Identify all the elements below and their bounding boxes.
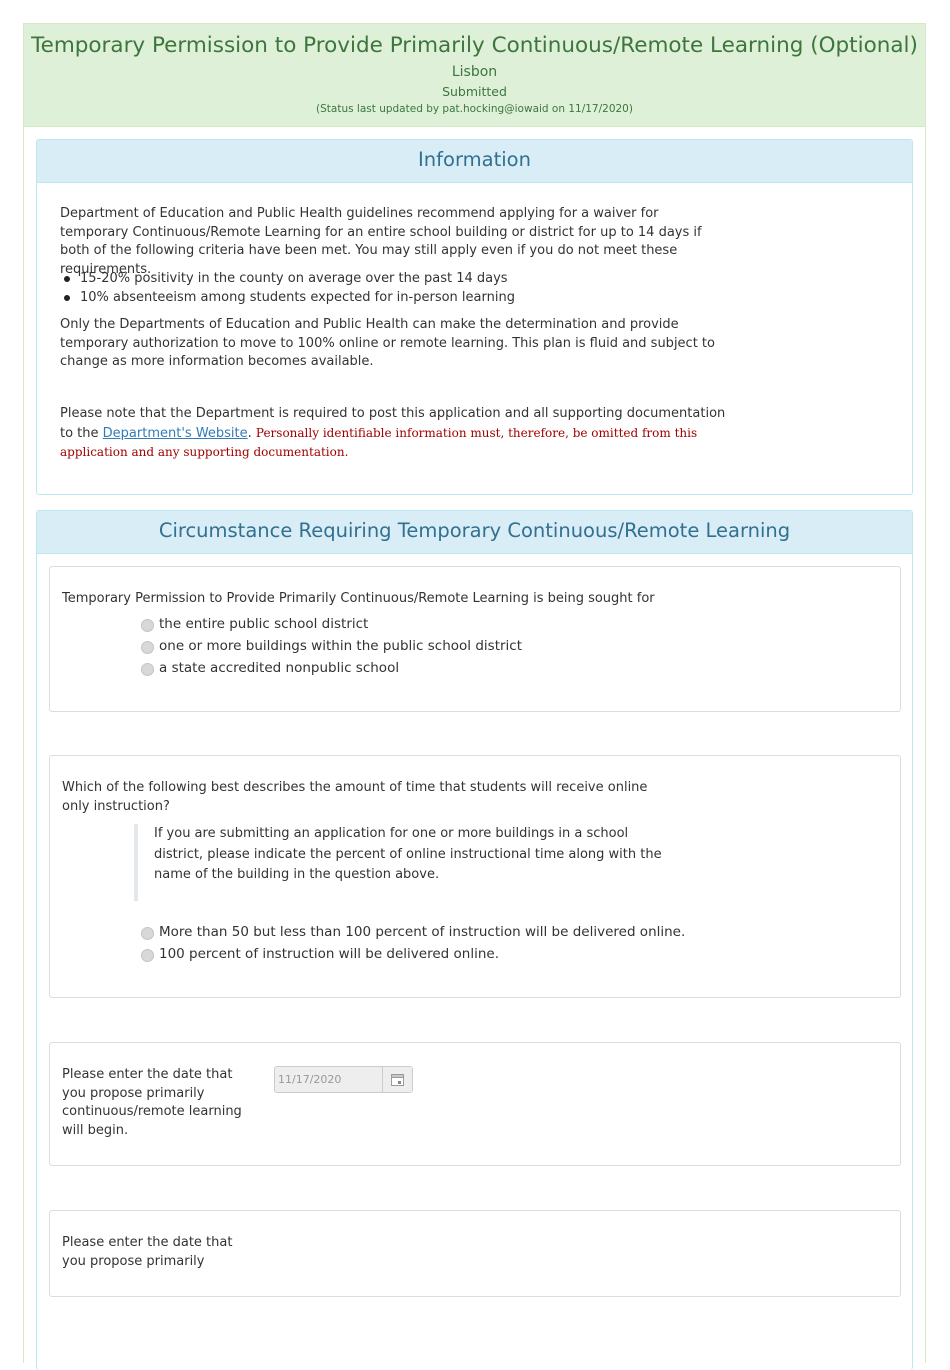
status-header [24, 24, 925, 127]
start-date-field [274, 1066, 413, 1093]
end-date-prompt: Please enter the date that you propose primarily [62, 1235, 233, 1269]
district-name: Lisbon [451, 64, 498, 80]
information-panel [36, 139, 913, 495]
posting-notice-text: Please note that the Department is required to post this application and all supporting documentation to the [60, 406, 726, 441]
scope-option-district[interactable]: the entire public school district [141, 614, 368, 634]
status-updated-note: (Status last updated by pat.hocking@iowaid on 11/17/2020) [316, 103, 633, 115]
bullet-icon [64, 295, 70, 301]
radio-button[interactable] [141, 663, 154, 676]
list-item: 10% absenteeism among students expected for in-person learning [60, 289, 515, 308]
criteria-list [60, 270, 515, 307]
guidelines-intro: Department of Education and Public Health guidelines recommend applying for a waiver for temporary Continuous/Remote Learning for an entire school building or district for up to 14 days if both of the following criteria have been met. You may still apply even if you do not meet these requirements. [60, 206, 702, 277]
status-label: Submitted [442, 84, 507, 99]
page-title: Temporary Permission to Provide Primarily Continuous/Remote Learning (Optional) [31, 33, 918, 58]
end-date-question [49, 1210, 901, 1297]
information-heading: Information [37, 140, 912, 183]
start-date-question [49, 1042, 901, 1166]
online-time-question [49, 755, 901, 998]
radio-button[interactable] [141, 641, 154, 654]
circumstance-panel [36, 510, 913, 1370]
radio-button[interactable] [141, 619, 154, 632]
bullet-icon [64, 276, 70, 282]
start-date-prompt: Please enter the date that you propose primarily continuous/remote learning will begin. [62, 1067, 242, 1138]
start-date-input[interactable] [275, 1067, 383, 1092]
authorization-text: Only the Departments of Education and Public Health can make the determination and provide temporary authorization to move to 100% online or remote learning. This plan is fluid and subject to change as more information becomes available. [60, 317, 715, 369]
online-option-partial[interactable]: More than 50 but less than 100 percent of instruction will be delivered online. [141, 922, 685, 942]
scope-option-buildings[interactable]: one or more buildings within the public school district [141, 636, 522, 656]
scope-option-nonpublic[interactable]: a state accredited nonpublic school [141, 658, 399, 678]
online-time-prompt: Which of the following best describes the amount of time that students will receive online only instruction? [62, 780, 648, 814]
calendar-icon [391, 1073, 404, 1086]
pii-warning: Personally identifiable information must, therefore, be omitted from this application and any supporting documentation. [60, 425, 698, 459]
calendar-button[interactable] [382, 1067, 412, 1092]
online-option-full[interactable]: 100 percent of instruction will be delivered online. [141, 944, 499, 964]
buildings-note: If you are submitting an application for one or more buildings in a school district, please indicate the percent of online instructional time along with the name of the building in the question above. [134, 824, 674, 901]
department-website-link[interactable]: Department's Website [102, 425, 248, 441]
scope-prompt: Temporary Permission to Provide Primarily Continuous/Remote Learning is being sought for [62, 591, 655, 606]
radio-button[interactable] [141, 927, 154, 940]
circumstance-heading: Circumstance Requiring Temporary Continuous/Remote Learning [37, 511, 912, 554]
scope-question [49, 566, 901, 712]
posting-notice: Please note that the Department is required to post this application and all supporting documentation to the Department's Website. Personally identifiable information must, therefore, be omitted from this application and any supporting documentation. [60, 406, 726, 459]
list-item: 15-20% positivity in the county on average over the past 14 days [60, 270, 515, 289]
application-page [23, 23, 926, 1363]
radio-button[interactable] [141, 949, 154, 962]
